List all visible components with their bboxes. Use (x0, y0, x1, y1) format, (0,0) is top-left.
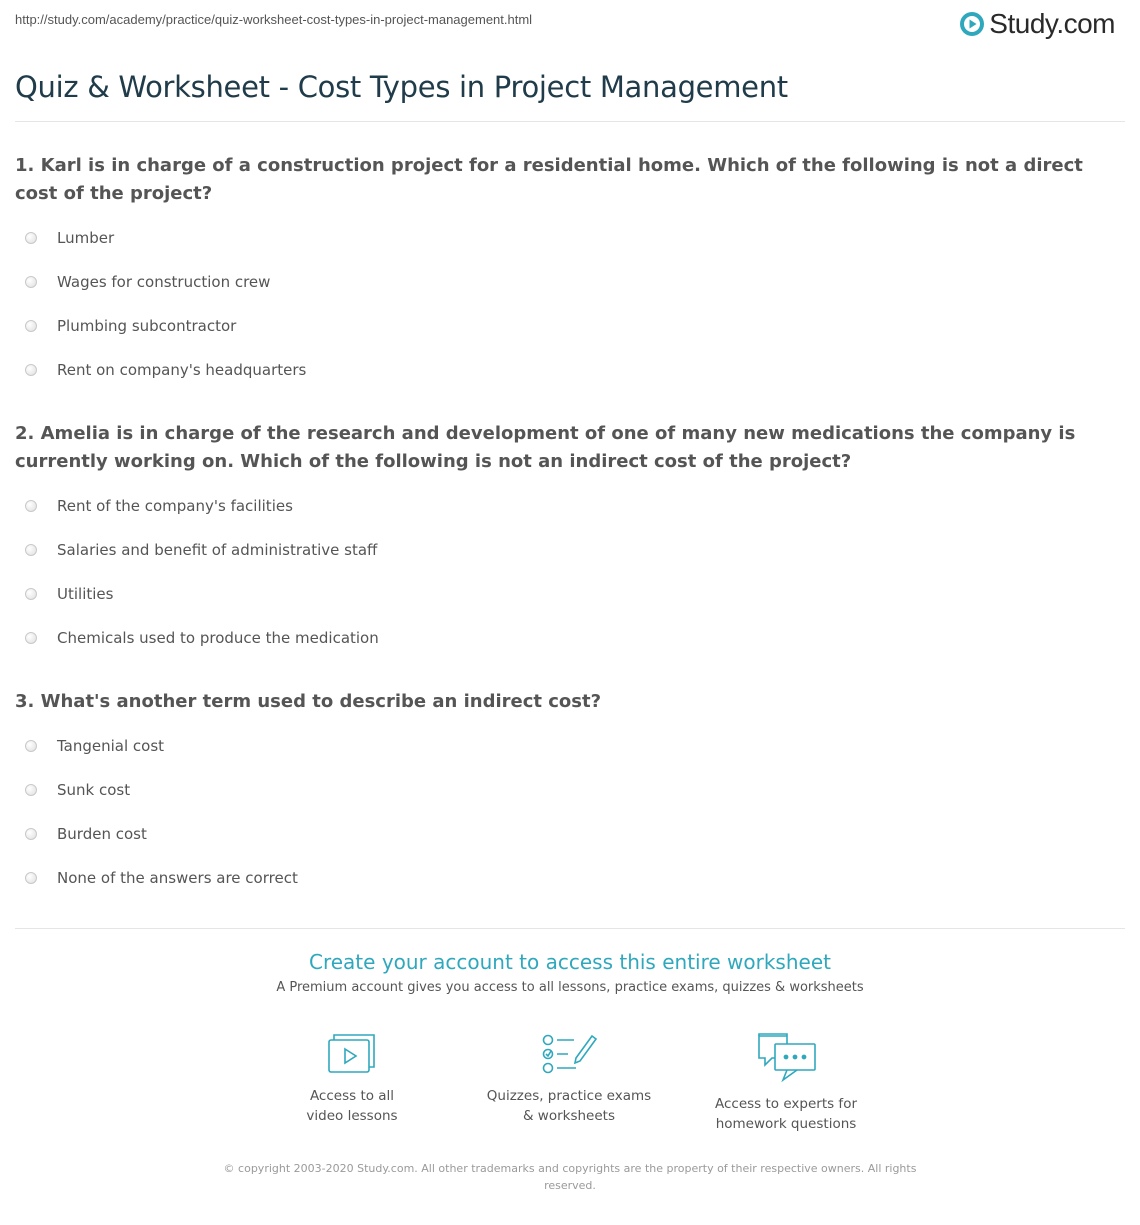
cta-title-link[interactable]: Create your account to access this entire worksheet (309, 950, 831, 974)
radio-button[interactable] (25, 632, 37, 644)
radio-button[interactable] (25, 364, 37, 376)
option-label: Utilities (57, 585, 114, 603)
option-label: Plumbing subcontractor (57, 317, 237, 335)
option-label: None of the answers are correct (57, 869, 298, 887)
answer-option[interactable] (15, 216, 1125, 260)
radio-button[interactable] (25, 320, 37, 332)
answer-option[interactable] (15, 616, 1125, 660)
answer-option[interactable] (15, 528, 1125, 572)
option-list (15, 724, 1125, 900)
question-1 (15, 152, 1125, 392)
option-label: Burden cost (57, 825, 147, 843)
radio-button[interactable] (25, 740, 37, 752)
answer-option[interactable] (15, 768, 1125, 812)
answer-option[interactable] (15, 484, 1125, 528)
option-list (15, 216, 1125, 392)
option-label: Wages for construction crew (57, 273, 271, 291)
cta-divider (15, 928, 1125, 929)
radio-button[interactable] (25, 828, 37, 840)
question-text: 1. Karl is in charge of a construction project for a residential home. Which of the following is not a direct cost of the project? (15, 155, 1083, 204)
title-divider (15, 121, 1125, 122)
radio-button[interactable] (25, 544, 37, 556)
answer-option[interactable] (15, 348, 1125, 392)
feature-label: Quizzes, practice exams & worksheets (486, 1088, 652, 1124)
logo-text: Study.com (989, 8, 1115, 39)
radio-button[interactable] (25, 784, 37, 796)
answer-option[interactable] (15, 260, 1125, 304)
copyright-footer: © copyright 2003-2020 Study.com. All other trademarks and copyrights are the property of their respective owners. All rights reserved. (223, 1162, 917, 1192)
option-label: Lumber (57, 229, 115, 247)
radio-button[interactable] (25, 500, 37, 512)
answer-option[interactable] (15, 856, 1125, 900)
feature-label: Access to all video lessons (306, 1088, 398, 1124)
chat-bubbles-icon (753, 1030, 819, 1084)
study-logo[interactable] (959, 8, 1115, 40)
radio-button[interactable] (25, 276, 37, 288)
answer-option[interactable] (15, 724, 1125, 768)
option-label: Salaries and benefit of administrative staff (57, 541, 378, 559)
answer-option[interactable] (15, 572, 1125, 616)
feature-quizzes (469, 1030, 669, 1126)
cta-subtitle: A Premium account gives you access to all lessons, practice exams, quizzes & worksheets (276, 980, 864, 995)
feature-experts (686, 1030, 886, 1134)
signup-cta (0, 950, 1140, 995)
feature-label: Access to experts for homework questions (714, 1096, 857, 1132)
question-text: 3. What's another term used to describe an indirect cost? (15, 691, 602, 712)
option-label: Rent on company's headquarters (57, 361, 307, 379)
page-title: Quiz & Worksheet - Cost Types in Project Management (15, 70, 788, 104)
page-url[interactable]: http://study.com/academy/practice/quiz-worksheet-cost-types-in-project-management.html (15, 12, 533, 27)
answer-option[interactable] (15, 812, 1125, 856)
option-list (15, 484, 1125, 660)
option-label: Tangenial cost (57, 737, 165, 755)
question-text: 2. Amelia is in charge of the research and development of one of many new medications the company is currently working on. Which of the following is not an indirect cost of the project? (15, 423, 1076, 472)
radio-button[interactable] (25, 588, 37, 600)
radio-button[interactable] (25, 872, 37, 884)
option-label: Chemicals used to produce the medication (57, 629, 379, 647)
video-lesson-icon (325, 1030, 379, 1076)
quiz-checklist-icon (540, 1030, 598, 1076)
question-2 (15, 420, 1125, 660)
option-label: Sunk cost (57, 781, 131, 799)
play-logo-icon (959, 11, 985, 37)
answer-option[interactable] (15, 304, 1125, 348)
radio-button[interactable] (25, 232, 37, 244)
question-3 (15, 688, 1125, 900)
option-label: Rent of the company's facilities (57, 497, 293, 515)
top-bar (15, 0, 1125, 48)
feature-video-lessons (252, 1030, 452, 1126)
